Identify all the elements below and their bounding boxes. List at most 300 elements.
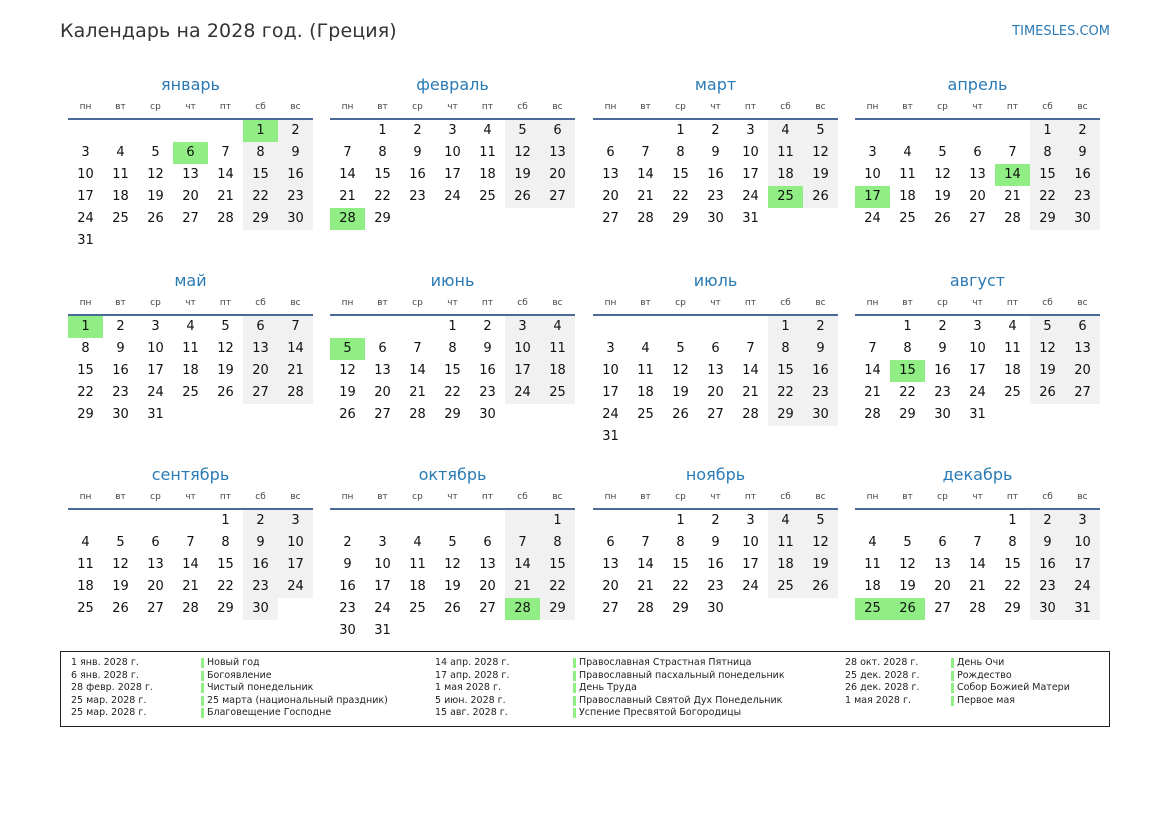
day-cell: 9 [938,341,947,356]
day-cell: 23 [803,382,838,404]
day-cell: 1 [768,316,803,338]
day-cell: 13 [540,142,575,164]
weekday-label: вт [902,298,913,308]
day-cell: 30 [1065,208,1100,230]
day-cell: 30 [112,407,129,422]
day-cell: 4 [641,341,650,356]
day-cell: 31 [602,429,619,444]
week-row [593,338,838,360]
holiday-legend [60,651,1110,727]
weekday-label: ср [937,298,948,308]
weekday-label: чт [447,102,458,112]
day-cell: 22 [77,385,94,400]
empty-day-cell [663,316,698,338]
day-cell: 20 [707,385,724,400]
day-cell: 29 [899,407,916,422]
day-cell: 24 [602,407,619,422]
weekday-label: чт [185,298,196,308]
day-cell: 13 [602,557,619,572]
day-cell: 10 [742,145,759,160]
day-cell: 10 [742,535,759,550]
day-cell: 5 [448,535,457,550]
day-cell: 19 [934,189,951,204]
empty-day-cell [855,510,890,532]
legend-date: 1 мая 2028 г. [435,682,501,694]
day-cell: 19 [147,189,164,204]
day-cell: 7 [343,145,352,160]
empty-day-cell [365,316,400,338]
empty-day-cell [960,510,995,532]
month-name: июль [693,271,738,290]
week-row [855,554,1100,576]
empty-day-cell [330,510,365,532]
day-cell: 18 [112,189,129,204]
empty-day-cell [138,510,173,532]
day-cell: 31 [969,407,986,422]
day-cell: 27 [602,211,619,226]
week-row [855,598,1100,620]
empty-day-cell [960,120,995,142]
day-cell: 23 [707,189,724,204]
day-cell: 24 [864,211,881,226]
day-cell: 23 [934,385,951,400]
empty-day-cell [855,120,890,142]
day-cell: 26 [505,186,540,208]
empty-day-cell [505,208,540,230]
day-cell: 13 [182,167,199,182]
empty-day-cell [470,510,505,532]
day-cell: 21 [864,385,881,400]
weekday-label: пн [79,298,92,308]
day-cell: 12 [112,557,129,572]
empty-day-cell [803,208,838,230]
holiday-day-cell: 28 [505,598,540,620]
empty-day-cell [855,316,890,338]
legend-holiday-name: Православный Святой Дух Понедельник [573,695,782,708]
day-cell: 6 [243,316,278,338]
holiday-day-cell: 6 [173,142,208,164]
empty-day-cell [400,620,435,642]
day-cell: 24 [147,385,164,400]
empty-day-cell [243,404,278,426]
week-row [593,164,838,186]
week-row [68,208,313,230]
weekday-header [593,292,838,316]
legend-item [71,682,431,695]
empty-day-cell [435,620,470,642]
day-cell: 16 [1030,554,1065,576]
day-cell: 12 [444,557,461,572]
day-cell: 20 [602,579,619,594]
day-cell: 27 [374,407,391,422]
day-cell: 16 [243,554,278,576]
day-cell: 18 [479,167,496,182]
empty-day-cell [890,510,925,532]
day-cell: 14 [182,557,199,572]
day-cell: 30 [479,407,496,422]
empty-day-cell [103,510,138,532]
legend-date: 25 мар. 2028 г. [71,694,147,706]
day-cell: 16 [934,363,951,378]
week-row [68,316,313,338]
day-cell: 22 [243,186,278,208]
legend-holiday-name: 25 марта (национальный праздник) [201,695,388,708]
week-row [68,230,313,252]
legend-item [71,657,431,670]
day-cell: 12 [934,167,951,182]
weekday-label: чт [710,492,721,502]
empty-day-cell [803,598,838,620]
day-cell: 13 [479,557,496,572]
week-row [68,532,313,554]
day-cell: 23 [409,189,426,204]
week-row [593,532,838,554]
weekday-label: вт [377,102,388,112]
week-row [855,532,1100,554]
weekday-header [68,96,313,120]
weekday-label: сб [1042,492,1053,502]
day-cell: 28 [637,211,654,226]
day-cell: 11 [768,532,803,554]
day-cell: 1 [676,123,685,138]
empty-day-cell [278,598,313,620]
day-cell: 25 [409,601,426,616]
empty-day-cell [208,120,243,142]
day-cell: 5 [151,145,160,160]
week-row [593,510,838,532]
day-cell: 29 [374,211,391,226]
week-row [68,554,313,576]
day-cell: 22 [672,579,689,594]
weekday-label: ср [675,102,686,112]
day-cell: 24 [77,211,94,226]
week-row [330,338,575,360]
day-cell: 27 [934,601,951,616]
weekday-label: пт [219,298,232,308]
day-cell: 21 [637,189,654,204]
day-cell: 11 [409,557,426,572]
weekday-header [855,486,1100,510]
weekday-label: ср [150,298,161,308]
day-cell: 8 [903,341,912,356]
week-row [593,554,838,576]
weekday-label: вт [377,298,388,308]
day-cell: 20 [182,189,199,204]
legend-column [845,657,1169,707]
week-row [330,510,575,532]
day-cell: 17 [278,554,313,576]
day-cell: 4 [1008,319,1017,334]
day-cell: 30 [803,404,838,426]
day-cell: 23 [479,385,496,400]
month-9 [68,464,313,620]
day-cell: 27 [147,601,164,616]
day-cell: 13 [374,363,391,378]
day-cell: 4 [483,123,492,138]
day-cell: 16 [479,363,496,378]
empty-day-cell [505,404,540,426]
day-cell: 28 [742,407,759,422]
day-cell: 25 [182,385,199,400]
month-name: март [694,75,737,94]
weekday-label: сб [255,492,266,502]
day-cell: 6 [1065,316,1100,338]
day-cell: 8 [540,532,575,554]
weekday-label: ср [412,492,423,502]
week-row [855,382,1100,404]
day-cell: 13 [1065,338,1100,360]
week-row [855,576,1100,598]
day-cell: 3 [151,319,160,334]
week-row [593,598,838,620]
day-cell: 18 [77,579,94,594]
day-cell: 22 [540,576,575,598]
weekday-label: вт [115,102,126,112]
day-cell: 15 [243,164,278,186]
day-cell: 30 [1030,598,1065,620]
week-row [330,186,575,208]
weekday-label: сб [780,492,791,502]
day-cell: 28 [1004,211,1021,226]
day-cell: 6 [606,535,615,550]
day-cell: 7 [221,145,230,160]
day-cell: 21 [217,189,234,204]
legend-column [71,657,431,720]
empty-day-cell [278,404,313,426]
day-cell: 1 [448,319,457,334]
week-row [330,598,575,620]
weekday-label: чт [447,492,458,502]
weekday-label: пн [604,492,617,502]
weekday-label: чт [972,492,983,502]
day-cell: 12 [217,341,234,356]
empty-day-cell [330,316,365,338]
weekday-label: вс [1077,102,1088,112]
empty-day-cell [208,404,243,426]
day-cell: 26 [803,576,838,598]
week-row [68,404,313,426]
month-name: октябрь [418,465,487,484]
empty-day-cell [505,510,540,532]
empty-day-cell [243,230,278,252]
day-cell: 3 [1065,510,1100,532]
day-cell: 10 [864,167,881,182]
day-cell: 30 [707,601,724,616]
day-cell: 17 [602,385,619,400]
week-row [68,164,313,186]
empty-day-cell [278,230,313,252]
day-cell: 27 [969,211,986,226]
weekday-label: вс [290,492,301,502]
week-row [593,404,838,426]
day-cell: 7 [641,535,650,550]
legend-holiday-name: Рождество [951,670,1012,683]
day-cell: 1 [1008,513,1017,528]
day-cell: 1 [221,513,230,528]
day-cell: 28 [278,382,313,404]
legend-holiday-name: Богоявление [201,670,272,683]
day-cell: 28 [864,407,881,422]
week-row [855,404,1100,426]
legend-date: 28 февр. 2028 г. [71,682,153,694]
day-cell: 2 [278,120,313,142]
day-cell: 3 [81,145,90,160]
day-cell: 6 [711,341,720,356]
weekday-header [330,486,575,510]
day-cell: 20 [1065,360,1100,382]
day-cell: 13 [602,167,619,182]
day-cell: 24 [444,189,461,204]
day-cell: 20 [934,579,951,594]
day-cell: 17 [969,363,986,378]
day-cell: 20 [602,189,619,204]
weekday-label: вт [640,102,651,112]
day-cell: 16 [1065,164,1100,186]
legend-item [435,695,795,708]
empty-day-cell [540,404,575,426]
empty-day-cell [138,120,173,142]
weekday-label: пн [866,492,879,502]
day-cell: 14 [278,338,313,360]
week-row [330,576,575,598]
day-cell: 5 [1030,316,1065,338]
site-link[interactable]: TIMESLES.COM [1012,24,1110,39]
weekday-label: ср [150,492,161,502]
day-cell: 15 [1004,557,1021,572]
day-cell: 2 [343,535,352,550]
day-cell: 13 [147,557,164,572]
day-cell: 24 [374,601,391,616]
day-cell: 18 [768,554,803,576]
day-cell: 18 [182,363,199,378]
empty-day-cell [593,510,628,532]
day-cell: 5 [505,120,540,142]
holiday-day-cell: 28 [330,208,365,230]
legend-item [435,707,795,720]
empty-day-cell [435,510,470,532]
day-cell: 8 [1008,535,1017,550]
day-cell: 17 [1065,554,1100,576]
weekday-label: пн [604,102,617,112]
weekday-label: чт [185,492,196,502]
day-cell: 12 [1030,338,1065,360]
weekday-label: вс [815,102,826,112]
weekday-header [330,292,575,316]
weekday-label: сб [780,298,791,308]
week-row [855,360,1100,382]
day-cell: 10 [147,341,164,356]
day-cell: 22 [374,189,391,204]
day-cell: 10 [444,145,461,160]
empty-day-cell [173,510,208,532]
week-row [593,316,838,338]
weekday-label: ср [675,298,686,308]
empty-day-cell [68,510,103,532]
weekday-label: вс [1077,298,1088,308]
day-cell: 23 [1030,576,1065,598]
day-cell: 14 [339,167,356,182]
day-cell: 8 [676,535,685,550]
holiday-day-cell: 1 [243,120,278,142]
month-6 [330,270,575,426]
empty-day-cell [733,598,768,620]
weekday-label: вс [552,102,563,112]
weekday-label: пт [744,102,757,112]
day-cell: 5 [221,319,230,334]
day-cell: 26 [1030,382,1065,404]
weekday-label: чт [710,102,721,112]
day-cell: 22 [1030,186,1065,208]
day-cell: 27 [540,186,575,208]
empty-day-cell [470,208,505,230]
week-row [855,164,1100,186]
day-cell: 26 [339,407,356,422]
day-cell: 14 [637,167,654,182]
day-cell: 6 [606,145,615,160]
week-row [330,142,575,164]
holiday-day-cell: 15 [890,360,925,382]
day-cell: 31 [742,211,759,226]
week-row [593,142,838,164]
empty-day-cell [628,510,663,532]
month-name: май [174,271,207,290]
day-cell: 18 [540,360,575,382]
day-cell: 11 [182,341,199,356]
day-cell: 6 [151,535,160,550]
weekday-header [855,292,1100,316]
day-cell: 8 [1030,142,1065,164]
month-name: июнь [430,271,475,290]
holiday-day-cell: 1 [68,316,103,338]
weekday-label: сб [1042,102,1053,112]
day-cell: 19 [899,579,916,594]
day-cell: 29 [540,598,575,620]
day-cell: 17 [444,167,461,182]
weekday-label: сб [517,102,528,112]
empty-day-cell [435,208,470,230]
day-cell: 18 [899,189,916,204]
day-cell: 8 [243,142,278,164]
empty-day-cell [925,120,960,142]
day-cell: 11 [1004,341,1021,356]
week-row [855,208,1100,230]
weekday-label: чт [972,298,983,308]
weekday-label: пн [341,492,354,502]
weekday-header [593,96,838,120]
day-cell: 12 [803,532,838,554]
day-cell: 4 [186,319,195,334]
day-cell: 4 [413,535,422,550]
day-cell: 27 [243,382,278,404]
week-row [330,208,575,230]
day-cell: 19 [803,164,838,186]
day-cell: 10 [77,167,94,182]
empty-day-cell [733,316,768,338]
day-cell: 29 [1030,208,1065,230]
day-cell: 28 [182,601,199,616]
day-cell: 23 [278,186,313,208]
weekday-label: пн [79,492,92,502]
day-cell: 26 [444,601,461,616]
legend-date: 5 июн. 2028 г. [435,694,506,706]
weekday-label: ср [675,492,686,502]
day-cell: 18 [864,579,881,594]
day-cell: 21 [1004,189,1021,204]
day-cell: 8 [378,145,387,160]
day-cell: 16 [339,579,356,594]
empty-day-cell [733,426,768,448]
week-row [330,620,575,642]
